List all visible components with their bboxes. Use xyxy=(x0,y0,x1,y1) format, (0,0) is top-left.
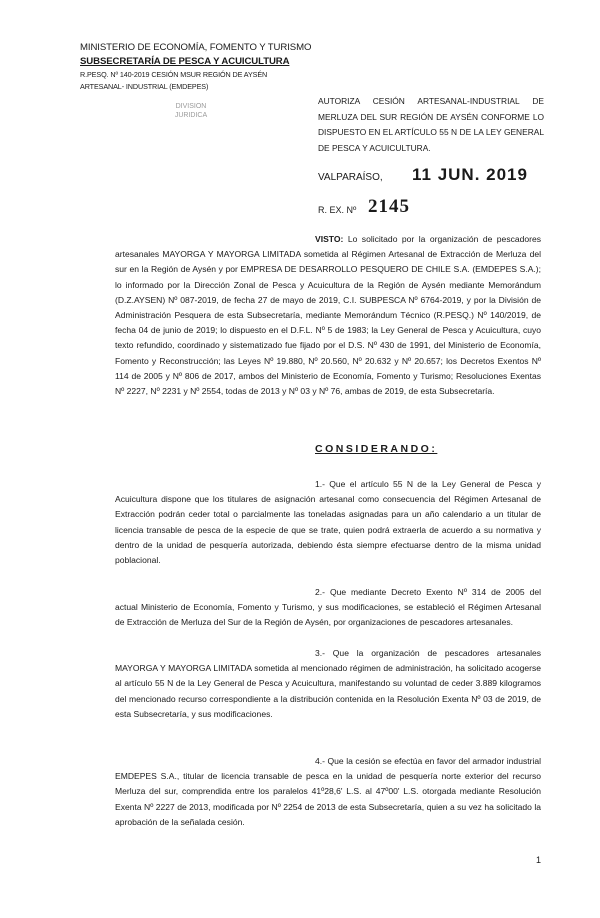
considerando-text-4: 4.- Que la cesión se efectúa en favor del armador industrial EMDEPES S.A., titular de licencia transable de pesca en la unidad de pesquería norte exterior del recurso Merluza del sur, comprendida entre los paralelos 41º28,6' L.S. al 47º00' L.S. otorgada mediante Resolución Exenta Nº 2227 de 2013, modificada por Nº 2254 de 2013 de esta Subsecretaría, quien a su vez ha solicitado la aprobación de la señalada cesión. xyxy=(115,756,541,827)
considerando-heading: CONSIDERANDO: xyxy=(315,443,438,455)
resolution-number-label: R. EX. Nº xyxy=(318,205,357,215)
considerando-paragraph-1 xyxy=(115,477,541,568)
resolution-title: AUTORIZA CESIÓN ARTESANAL-INDUSTRIAL DE MERLUZA DEL SUR REGIÓN DE AYSÉN CONFORME LO DISPUESTO EN EL ARTÍCULO 55 N DE LA LEY GENERAL DE PESCA Y ACUICULTURA. xyxy=(318,96,544,153)
considerando-paragraph-2 xyxy=(115,585,541,631)
city-label: VALPARAÍSO, xyxy=(318,172,383,183)
considerando-text-2: 2.- Que mediante Decreto Exento Nº 314 de 2005 del actual Ministerio de Economía, Fomento y Turismo, y sus modificaciones, se estableció el Régimen Artesanal de Extracción de Merluza del Sur de la Región de Aysén, por organizaciones de pescadores artesanales. xyxy=(115,587,541,628)
reference-line-2: ARTESANAL- INDUSTRIAL (EMDEPES) xyxy=(80,82,209,91)
visto-section xyxy=(115,232,541,399)
visto-text: Lo solicitado por la organización de pescadores artesanales MAYORGA Y MAYORGA LIMITADA sometida al Régimen Artesanal de Extracción de Merluza del sur en la Región de Aysén y por EMPRESA DE DESARROLLO PESQUERO DE CHILE S.A. (EMDEPES S.A.); lo informado por la Dirección Zonal de Pesca y Acuicultura de la Región de Aysén mediante Memorándum (D.Z.AYSEN) Nº 087-2019, de fecha 27 de mayo de 2019, C.I. SUBPESCA Nº 6764-2019, y por la División de Administración Pesquera de esta Subsecretaría, mediante Memorándum Técnico (R.PESQ.) Nº 140/2019, de fecha 04 de junio de 2019; lo dispuesto en el D.F.L. Nº 5 de 1983; la Ley General de Pesca y Acuicultura, cuyo texto refundido, coordinado y sistematizado fue fijado por el D.S. Nº 430 de 1991, del Ministerio de Economía, Fomento y Reconstrucción; las Leyes Nº 19.880, Nº 20.560, Nº 20.632 y Nº 20.657; los Decretos Exentos Nº 114 de 2005 y Nº 806 de 2017, ambos del Ministerio de Economía, Fomento y Turismo; Resoluciones Exentas Nº 2227, Nº 2231 y Nº 2554, todas de 2013 y Nº 03 y Nº 76, ambas de 2019, de esta Subsecretaría. xyxy=(115,234,541,397)
reference-line-1: R.PESQ. Nº 140-2019 CESIÓN MSUR REGIÓN DE AYSÉN xyxy=(80,70,268,79)
considerando-text-3: 3.- Que la organización de pescadores artesanales MAYORGA Y MAYORGA LIMITADA sometida al mencionado régimen de administración, ha solicitado acogerse al artículo 55 N de la Ley General de Pesca y Acuicultura, manifestando su voluntad de ceder 3.889 kilogramos del mencionado recurso correspondiente a la distribución contenida en la Resolución Exenta Nº 03 de 2019, de esta Subsecretaría, y sus modificaciones. xyxy=(115,648,541,719)
resolution-number: 2145 xyxy=(368,196,410,217)
considerando-paragraph-4 xyxy=(115,754,541,830)
page-number: 1 xyxy=(536,855,542,865)
considerando-text-1: 1.- Que el artículo 55 N de la Ley General de Pesca y Acuicultura dispone que los titulares de asignación artesanal como consecuencia del Régimen Artesanal de Extracción podrán ceder total o parcialmente las toneladas asignadas para un año calendario a un titular de licencia transable de pesca de la especie de que se trate, quien podrá extraerla de acuerdo a su normativa y dentro de la unidad de pesquería autorizada, debiendo ésta siempre efectuarse dentro de la misma unidad poblacional. xyxy=(115,479,541,566)
considerando-paragraph-3 xyxy=(115,646,541,722)
stamp-line-1: DIVISION xyxy=(175,103,207,110)
subsecretaria-name: SUBSECRETARÍA DE PESCA Y ACUICULTURA xyxy=(80,56,290,67)
stamp-line-2: JURIDICA xyxy=(174,112,208,119)
resolution-date: 11 JUN. 2019 xyxy=(412,165,528,184)
visto-heading: VISTO: xyxy=(315,234,344,244)
division-juridica-stamp xyxy=(158,96,224,140)
ministry-name: MINISTERIO DE ECONOMÍA, FOMENTO Y TURISMO xyxy=(80,42,312,53)
